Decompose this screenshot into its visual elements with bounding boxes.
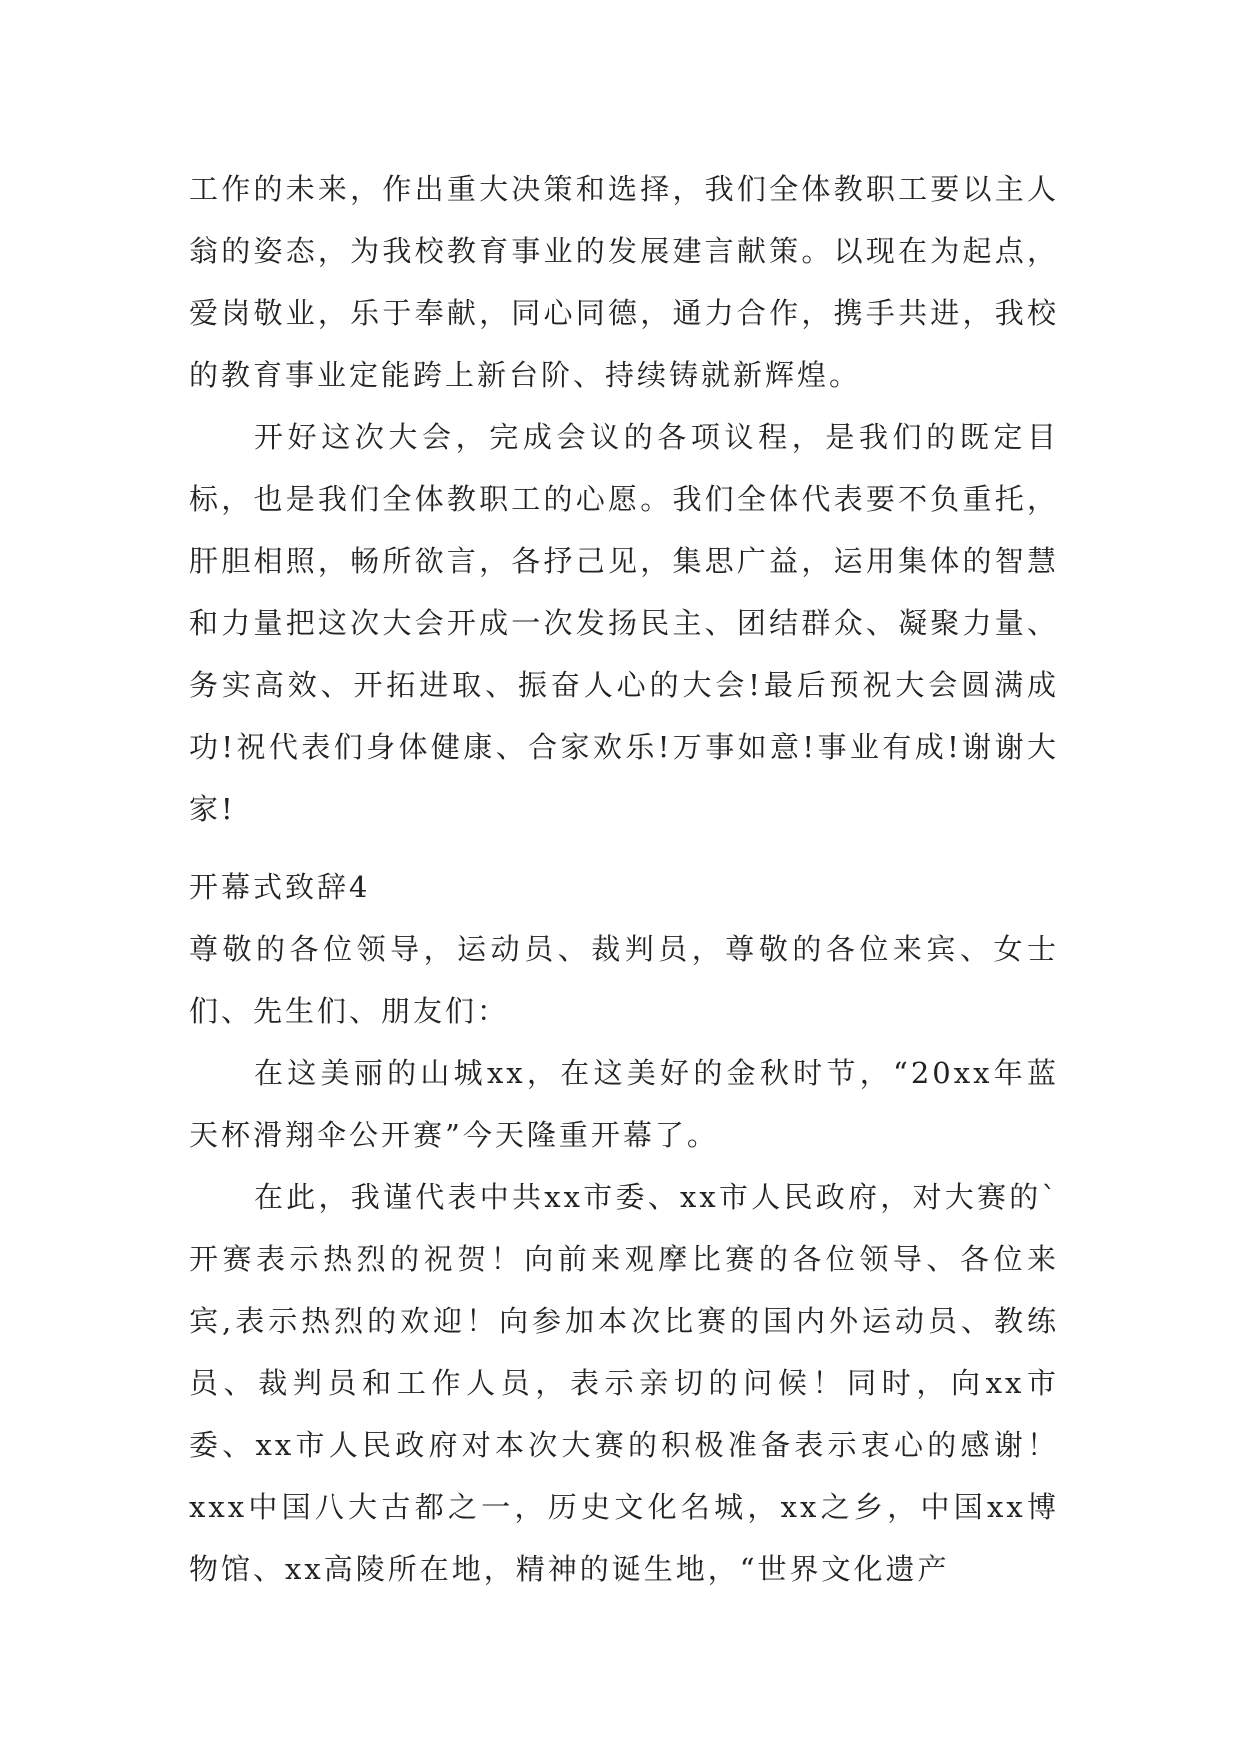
salutation: 尊敬的各位领导，运动员、裁判员，尊敬的各位来宾、女士们、先生们、朋友们：	[189, 932, 1059, 1028]
paragraph: 在这美丽的山城xx，在这美好的金秋时节，“20xx年蓝天杯滑翔伞公开赛”今天隆重开幕了。	[189, 1056, 1059, 1152]
paragraph: 开好这次大会，完成会议的各项议程，是我们的既定目标，也是我们全体教职工的心愿。我们全体代表要不负重托，肝胆相照，畅所欲言，各抒己见，集思广益，运用集体的智慧和力量把这次大会开成一次发扬民主、团结群众、凝聚力量、务实高效、开拓进取、振奋人心的大会!最后预祝大会圆满成功!祝代表们身体健康、合家欢乐!万事如意!事业有成!谢谢大家!	[189, 420, 1059, 826]
section-heading: 开幕式致辞4	[189, 870, 371, 904]
paragraph: 工作的未来，作出重大决策和选择，我们全体教职工要以主人翁的姿态，为我校教育事业的发展建言献策。以现在为起点，爱岗敬业，乐于奉献，同心同德，通力合作，携手共进，我校的教育事业定能跨上新台阶、持续铸就新辉煌。	[189, 172, 1059, 392]
section-2-body	[189, 918, 1059, 1600]
paragraph: 在此，我谨代表中共xx市委、xx市人民政府，对大赛的`开赛表示热烈的祝贺！向前来观摩比赛的各位领导、各位来宾,表示热烈的欢迎！向参加本次比赛的国内外运动员、教练员、裁判员和工作人员，表示亲切的问候！同时，向xx市委、xx市人民政府对本次大赛的积极准备表示衷心的感谢！xxx中国八大古都之一，历史文化名城，xx之乡，中国xx博物馆、xx高陵所在地，精神的诞生地，“世界文化遗产	[189, 1180, 1059, 1586]
section-1-body	[189, 158, 1059, 840]
